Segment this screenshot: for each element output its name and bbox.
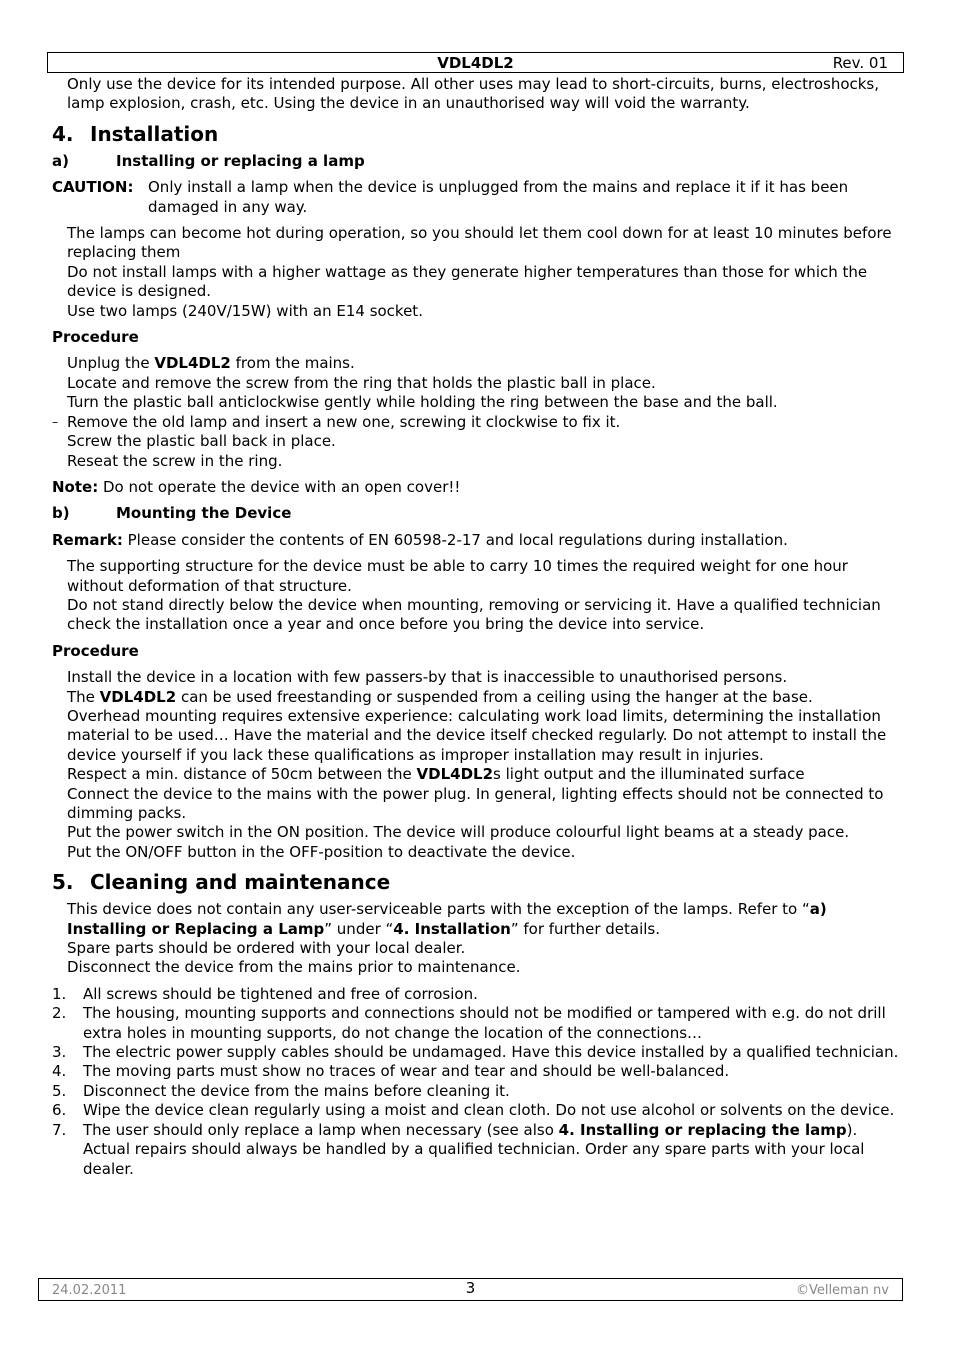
remark-label: Remark:: [52, 530, 123, 549]
item-text: Wipe the device clean regularly using a moist and clean cloth. Do not use alcohol or solvents on the device.: [83, 1101, 895, 1120]
item-number: 4.: [52, 1062, 67, 1081]
step-text: s light output and the illuminated surface: [493, 765, 805, 784]
item-number: 1.: [52, 984, 67, 1003]
checklist-item: [52, 1062, 904, 1081]
page-header: [47, 52, 904, 73]
section-4-number: 4.: [52, 121, 74, 146]
header-model: VDL4DL2: [437, 54, 514, 72]
maintenance-paragraph: Disconnect the device from the mains prior to maintenance.: [67, 958, 521, 977]
step-model-name: VDL4DL2: [99, 687, 177, 706]
paragraph-text: ” for further details.: [510, 919, 661, 938]
item-text: All screws should be tightened and free of corrosion.: [83, 984, 478, 1003]
item-number: 2.: [52, 1004, 67, 1023]
procedure-step: Put the power switch in the ON position. The device will produce colourful light beams at a steady pace.: [67, 823, 850, 842]
procedure-step: [67, 354, 904, 373]
procedure-step: Install the device in a location with few passers-by that is inaccessible to unauthorised persons.: [67, 668, 788, 687]
header-revision: Rev. 01: [832, 54, 888, 72]
item-text: The housing, mounting supports and connections should not be modified or tampered with e.g. do not drill extra holes in mounting supports, do not change the location of the connections…: [83, 1004, 886, 1042]
subsection-b-label: b): [52, 504, 70, 523]
item-text: The electric power supply cables should be undamaged. Have this device installed by a qualified technician.: [83, 1043, 899, 1062]
procedure-step: Screw the plastic ball back in place.: [67, 432, 336, 451]
step-text: Unplug the: [67, 354, 155, 373]
procedure-step: Turn the plastic ball anticlockwise gently while holding the ring between the base and the ball.: [67, 393, 778, 412]
procedure-step: [52, 412, 904, 432]
procedure-step: Put the ON/OFF button in the OFF-position to deactivate the device.: [67, 842, 576, 861]
step-text: can be used freestanding or suspended from a ceiling using the hanger at the base.: [176, 687, 813, 706]
page-number: 3: [465, 1279, 476, 1297]
footer-date: 24.02.2011: [52, 1283, 127, 1298]
section-5-heading: [52, 871, 904, 893]
checklist-item: [52, 1121, 904, 1179]
caution-note: [52, 178, 904, 217]
paragraph-text: This device does not contain any user-serviceable parts with the exception of the lamps. Refer to “: [67, 900, 810, 919]
maintenance-intro: [52, 900, 904, 978]
intro-paragraph: Only use the device for its intended purpose. All other uses may lead to short-circuits, burns, electroshocks, lamp explosion, crash, etc. Using the device in an unauthorised way will void the warranty.: [67, 75, 880, 113]
mounting-warning-item: Do not stand directly below the device when mounting, removing or servicing it. Have a qualified technician check the installation once a year and once before you bring the device into service.: [67, 595, 881, 634]
cross-reference: 4. Installing or replacing the lamp: [558, 1120, 847, 1139]
cross-reference: 4. Installation: [393, 919, 511, 938]
item-number: 5.: [52, 1081, 67, 1100]
remark-text: Please consider the contents of EN 60598-2-17 and local regulations during installation.: [127, 530, 788, 549]
subsection-a-title: Installing or replacing a lamp: [116, 151, 365, 170]
step-model-name: VDL4DL2: [154, 354, 231, 373]
remark-line: [52, 531, 904, 550]
step-text: The: [67, 687, 100, 706]
paragraph-text: ” under “: [324, 919, 394, 938]
procedure-step: Overhead mounting requires extensive experience: calculating work load limits, determining the installation material to be used… Have the material and the device itself checked regularly. Do not attempt to install the device yourself if you lack these qualifications as improper installation may result in injuries.: [67, 706, 887, 764]
procedure-step: Connect the device to the mains with the power plug. In general, lighting effects should not be connected to dimming packs.: [67, 784, 884, 822]
procedure-step: [67, 688, 904, 707]
item-text: ). Actual repairs should always be handled by a qualified technician. Order any spare parts with your local dealer.: [83, 1120, 865, 1178]
lamp-warning-item: Do not install lamps with a higher wattage as they generate higher temperatures than those for which the device is designed.: [67, 262, 868, 301]
item-text: The moving parts must show no traces of wear and tear and should be well-balanced.: [83, 1062, 730, 1081]
lamp-procedure-steps: [52, 354, 904, 470]
procedure-step: [67, 765, 904, 784]
page-footer: [38, 1278, 903, 1301]
maintenance-checklist: [52, 985, 904, 1179]
checklist-item: [52, 1082, 904, 1101]
dash-marker: –: [52, 414, 58, 429]
subsection-a-heading: [52, 152, 904, 171]
caution-text: Only install a lamp when the device is unplugged from the mains and replace it if it has been damaged in any way.: [148, 178, 849, 216]
page-content: [52, 75, 904, 1179]
note-text: Do not operate the device with an open cover!!: [102, 477, 461, 496]
note-label: Note:: [52, 477, 99, 496]
procedure-step: Reseat the screw in the ring.: [67, 451, 283, 470]
lamp-warnings: [52, 224, 904, 321]
item-number: 7.: [52, 1120, 67, 1139]
item-number: 6.: [52, 1101, 67, 1120]
section-5-title: Cleaning and maintenance: [90, 870, 391, 895]
checklist-item: [52, 985, 904, 1004]
item-number: 3.: [52, 1043, 67, 1062]
caution-label: CAUTION:: [52, 178, 134, 197]
procedure-label-a: Procedure: [52, 328, 139, 347]
step-text: Remove the old lamp and insert a new one, screwing it clockwise to fix it.: [67, 412, 621, 431]
subsection-b-title: Mounting the Device: [116, 504, 292, 523]
mounting-procedure-steps: [52, 668, 904, 862]
maintenance-paragraph: Spare parts should be ordered with your local dealer.: [67, 939, 466, 958]
maintenance-paragraph: [67, 900, 904, 939]
subsection-b-heading: [52, 504, 904, 523]
lamp-warning-item: Use two lamps (240V/15W) with an E14 socket.: [67, 301, 423, 320]
mounting-warning-item: The supporting structure for the device must be able to carry 10 times the required weight for one hour without deformation of that structure.: [67, 557, 848, 595]
section-4-title: Installation: [90, 121, 219, 146]
checklist-item: [52, 1004, 904, 1043]
section-4-heading: [52, 123, 904, 145]
footer-copyright: ©Velleman nv: [795, 1283, 889, 1298]
checklist-item: [52, 1043, 904, 1062]
subsection-a-label: a): [52, 151, 69, 170]
mounting-warnings: [52, 557, 904, 635]
procedure-step: Locate and remove the screw from the ring that holds the plastic ball in place.: [67, 373, 656, 392]
step-text: Respect a min. distance of 50cm between the: [67, 765, 417, 784]
section-5-number: 5.: [52, 870, 74, 895]
step-text: from the mains.: [230, 354, 355, 373]
checklist-item: [52, 1101, 904, 1120]
procedure-label-b: Procedure: [52, 641, 139, 660]
step-model-name: VDL4DL2: [416, 765, 494, 784]
item-text: Disconnect the device from the mains before cleaning it.: [83, 1081, 510, 1100]
item-text: The user should only replace a lamp when necessary (see also: [83, 1120, 559, 1139]
lamp-warning-item: The lamps can become hot during operation, so you should let them cool down for at least 10 minutes before replacing them: [67, 224, 892, 262]
note-line: [52, 478, 904, 497]
cross-reference: a) Installing or Replacing a Lamp: [67, 900, 827, 938]
